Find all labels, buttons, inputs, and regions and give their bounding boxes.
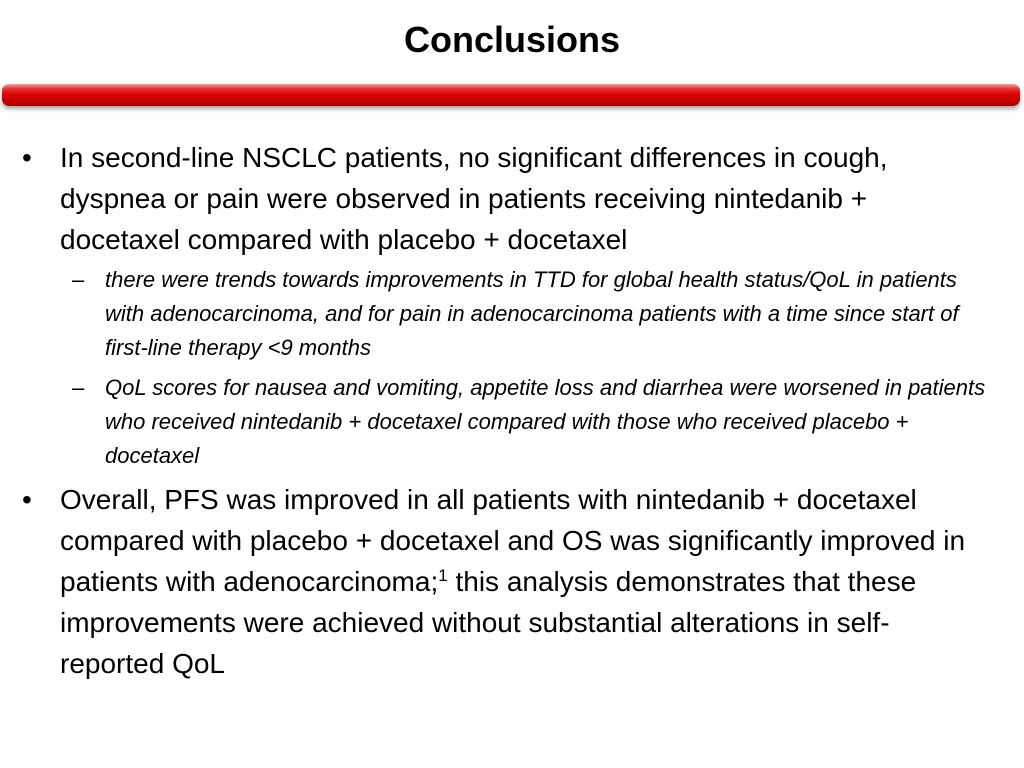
sub-bullet-text: QoL scores for nausea and vomiting, appetite loss and diarrhea were worsened in patients who received nintedanib + docetaxel compared with those who received placebo + docetaxel — [105, 375, 986, 468]
bullet-marker: • — [22, 484, 32, 515]
bullet-text: In second-line NSCLC patients, no significant differences in cough, dyspnea or pain were observed in patients receiving nintedanib + docetaxel compared with placebo + docetaxel — [60, 142, 888, 255]
bullet-text-before-reference: Overall, PFS was improved in all patients with nintedanib + docetaxel compared with placebo + docetaxel and OS was significantly improved in patients with adenocarcinoma; — [60, 484, 966, 597]
sub-bullet-text: there were trends towards improvements in TTD for global health status/QoL in patients with adenocarcinoma, and for pain in adenocarcinoma patients with a time since start of first-line therapy <9 months — [105, 267, 959, 360]
title-underline-bar — [2, 84, 1020, 106]
slide-content — [0, 137, 1024, 684]
bullet-marker: • — [22, 142, 32, 173]
sub-bullet-1 — [0, 263, 1024, 365]
bullet-1 — [0, 137, 1024, 260]
sub-bullet-2 — [0, 371, 1024, 473]
sub-bullet-list — [0, 263, 1024, 473]
reference-superscript: 1 — [438, 566, 448, 585]
bullet-text-after-reference: this analysis demonstrates that these improvements were achieved without substantial alterations in self-reported QoL — [60, 566, 917, 679]
slide-title: Conclusions — [403, 19, 621, 60]
sub-bullet-marker: – — [72, 267, 85, 292]
sub-bullet-marker: – — [72, 375, 85, 400]
bullet-2 — [0, 479, 1024, 684]
